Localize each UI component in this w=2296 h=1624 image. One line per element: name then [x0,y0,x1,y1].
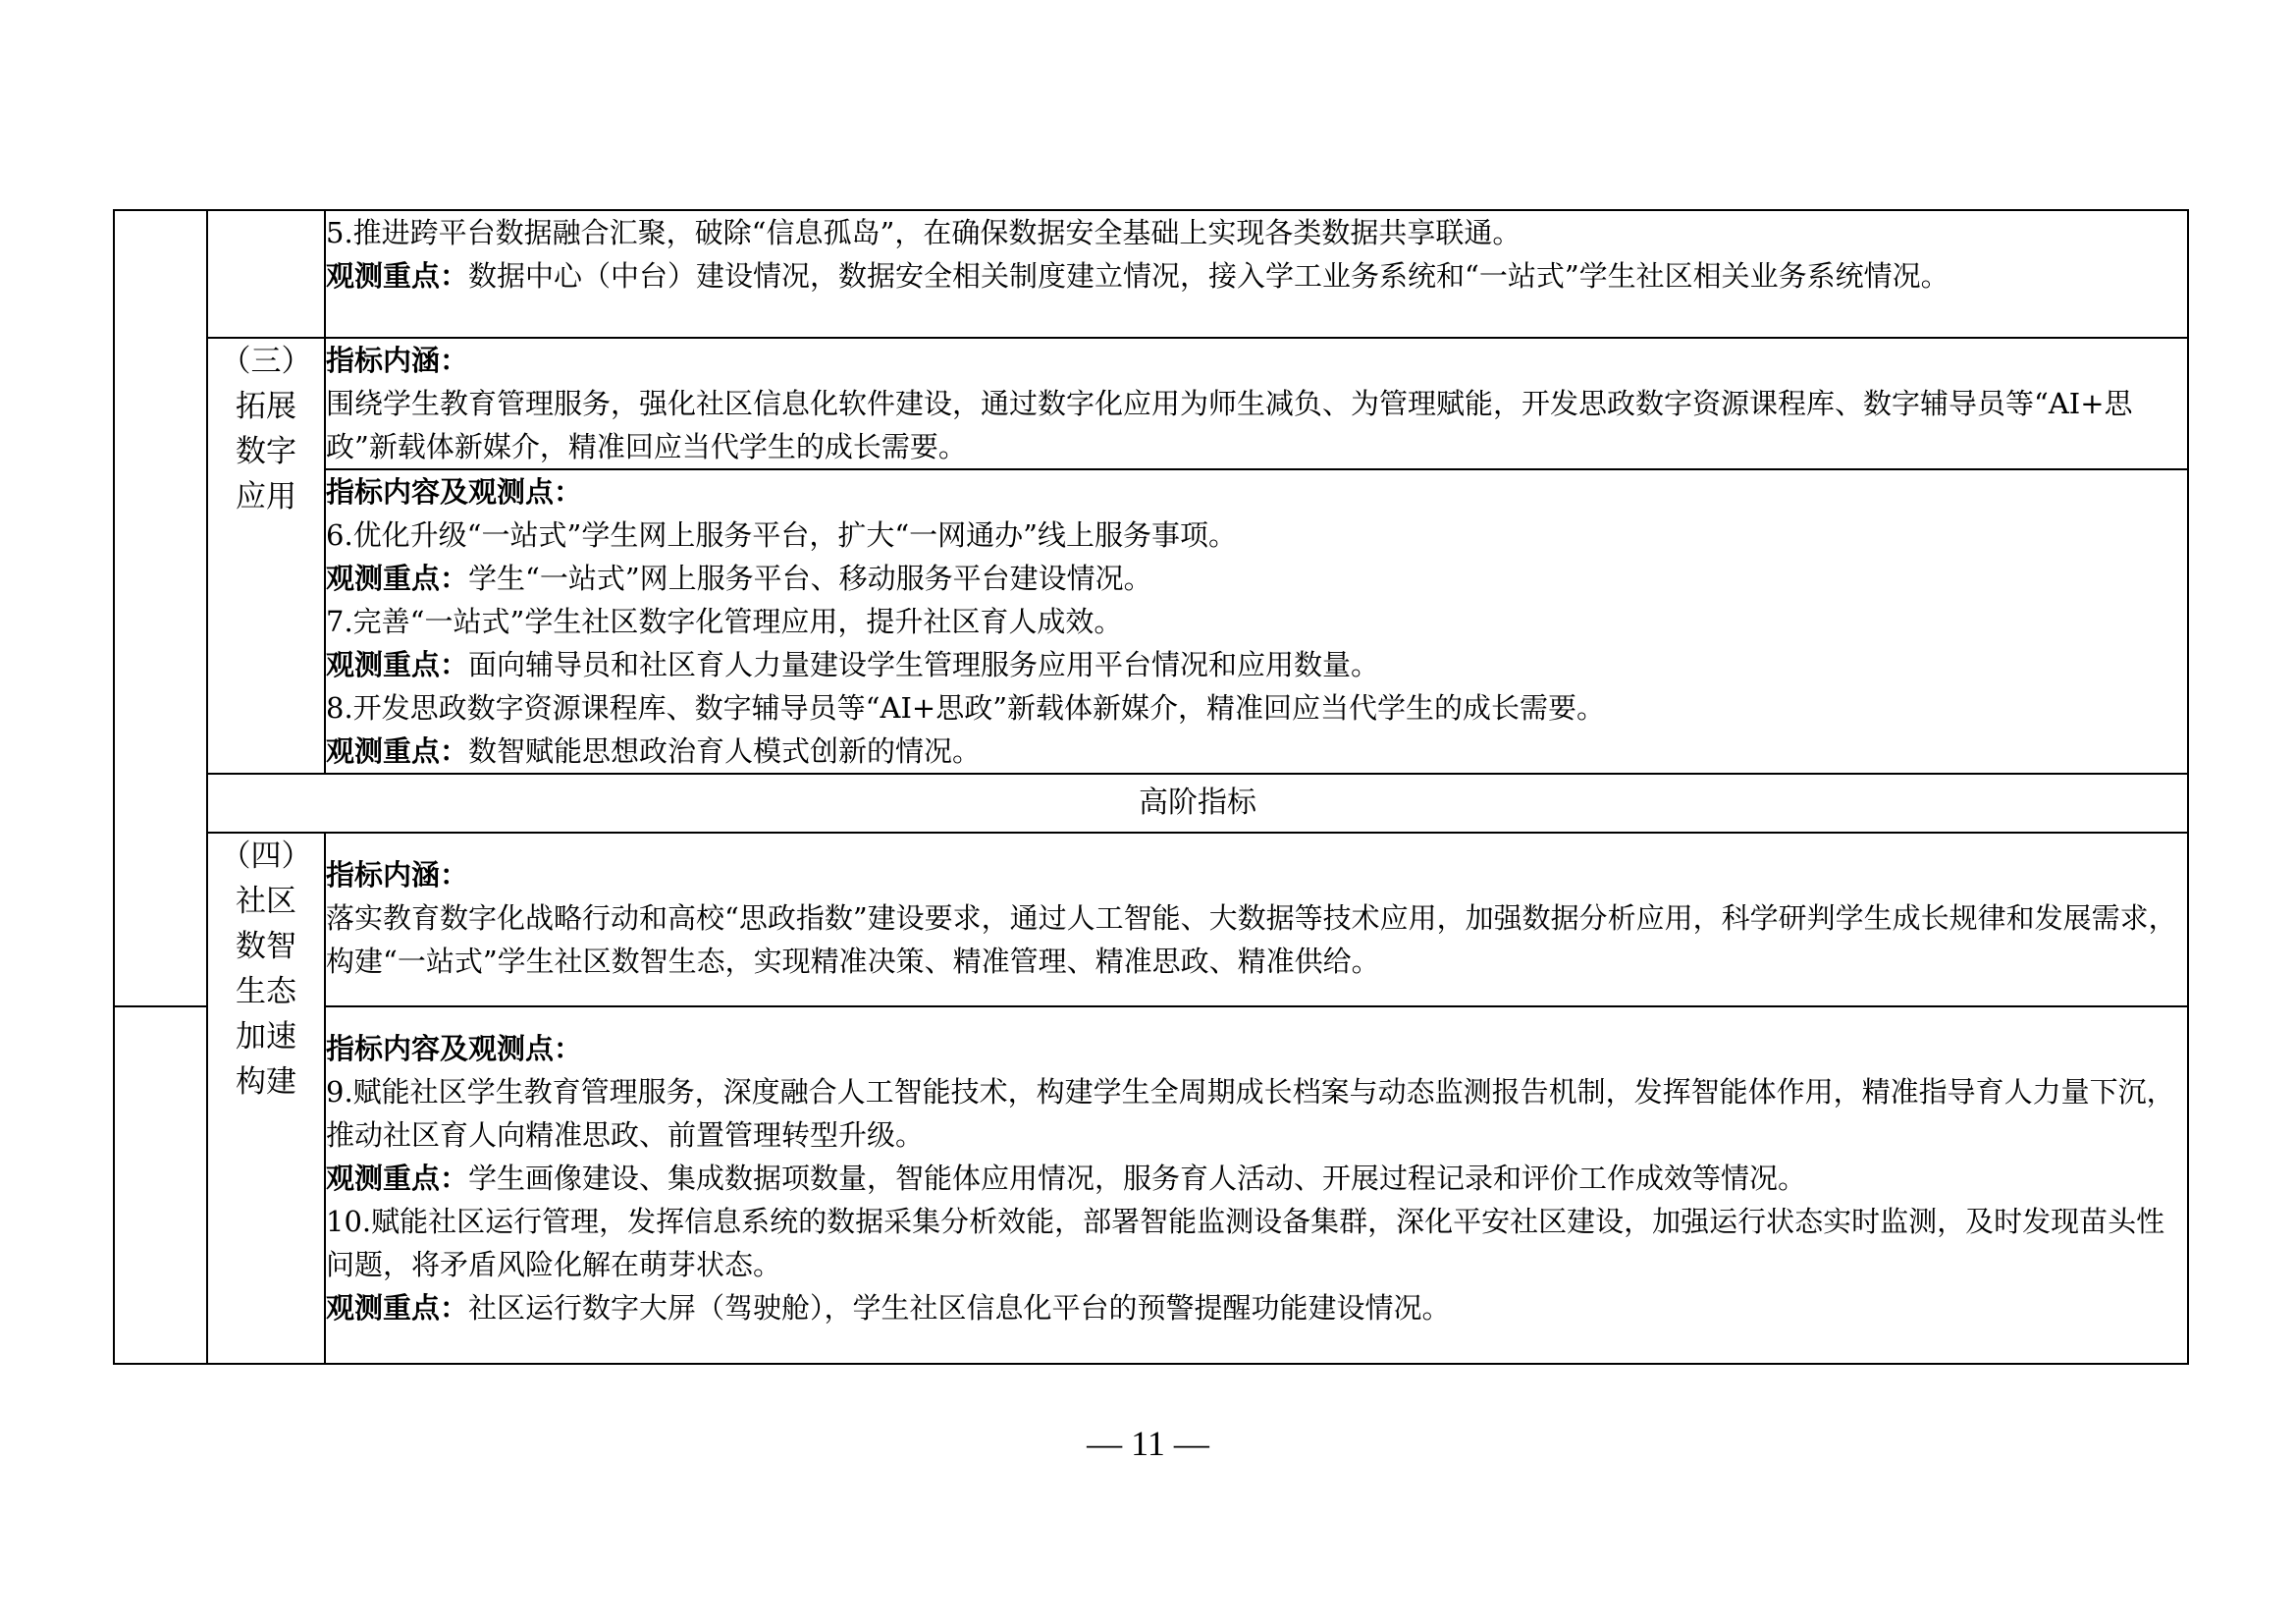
table-row-section4-content [114,1006,2188,1364]
item6-obs-text: 学生“一站式”网上服务平台、移动服务平台建设情况。 [468,562,1152,595]
item7-text: 7.完善“一站式”学生社区数字化管理应用，提升社区育人成效。 [326,605,1123,638]
obs-label: 观测重点： [326,1162,469,1195]
advanced-indicators-header: 高阶指标 [207,774,2188,833]
outer-cell-lower [114,1006,207,1364]
item7-observation [326,643,2187,686]
item5-observation [326,254,2187,298]
item9-observation [326,1157,2187,1200]
section4-connotation-cell [325,833,2188,1006]
item7-obs-text: 面向辅导员和社区育人力量建设学生管理服务应用平台情况和应用数量。 [468,648,1380,681]
section4-category-cell [207,833,325,1364]
item5-obs-text: 数据中心（中台）建设情况，数据安全相关制度建立情况，接入学工业务系统和“一站式”学生社区相关业务系统情况。 [468,259,1949,293]
item10-obs-text: 社区运行数字大屏（驾驶舱），学生社区信息化平台的预警提醒功能建设情况。 [468,1291,1451,1325]
item5-cell [325,210,2188,338]
section3-content-label: 指标内容及观测点： [326,475,583,509]
page-number: — 11 — [1087,1424,1209,1463]
item5-text: 5.推进跨平台数据融合汇聚，破除“信息孤岛”，在确保数据安全基础上实现各类数据共享联通。 [326,216,1522,249]
section4-content-cell [325,1006,2188,1364]
section3-content-cell [325,469,2188,774]
section4-connotation-label: 指标内涵： [326,858,469,892]
item10-text: 10.赋能社区运行管理，发挥信息系统的数据采集分析效能，部署智能监测设备集群，深化平安社区建设，加强运行状态实时监测，及时发现苗头性问题，将矛盾风险化解在萌芽状态。 [326,1205,2165,1281]
section4-category-line-4: 加速 [236,1019,296,1055]
item6-text: 6.优化升级“一站式”学生网上服务平台，扩大“一网通办”线上服务事项。 [326,518,1237,552]
section4-category-number: （四） [220,839,312,874]
section3-category-cell [207,338,325,774]
section4-content-label: 指标内容及观测点： [326,1032,583,1065]
obs-label: 观测重点： [326,1291,469,1325]
section4-connotation-text: 落实教育数字化战略行动和高校“思政指数”建设要求，通过人工智能、大数据等技术应用，加强数据分析应用，科学研判学生成长规律和发展需求，构建“一站式”学生社区数智生态，实现精准决策、精准管理、精准思政、精准供给。 [326,901,2177,978]
item6-observation [326,557,2187,600]
table-row-section3-content [114,469,2188,774]
section4-category-line-5: 构建 [236,1064,296,1100]
item9-obs-text: 学生画像建设、集成数据项数量，智能体应用情况，服务育人活动、开展过程记录和评价工作成效等情况。 [468,1162,1807,1195]
empty-category-cell [207,210,325,338]
table-row-advanced-header [114,774,2188,833]
item9-text: 9.赋能社区学生教育管理服务，深度融合人工智能技术，构建学生全周期成长档案与动态监测报告机制，发挥智能体作用，精准指导育人力量下沉，推动社区育人向精准思政、前置管理转型升级。 [326,1075,2175,1152]
outer-merged-cell [114,210,207,1006]
item8-obs-text: 数智赋能思想政治育人模式创新的情况。 [468,734,982,768]
section4-category-line-1: 社区 [236,884,296,919]
section3-category-line-1: 拓展 [236,389,296,424]
section3-category-line-3: 应用 [236,479,296,514]
obs-label: 观测重点： [326,562,469,595]
table-row-item5 [114,210,2188,338]
item8-text: 8.开发思政数字资源课程库、数字辅导员等“AI+思政”新载体新媒介，精准回应当代学生的成长需要。 [326,691,1606,725]
indicator-table [113,209,2189,1365]
section3-connotation-label: 指标内涵： [326,344,469,377]
table-row-section3-connotation [114,338,2188,469]
section3-category-number: （三） [220,344,312,379]
section4-category-line-3: 生态 [236,974,296,1009]
obs-label: 观测重点： [326,648,469,681]
obs-label: 观测重点： [326,734,469,768]
section3-connotation-text: 围绕学生教育管理服务，强化社区信息化软件建设，通过数字化应用为师生减负、为管理赋能，开发思政数字资源课程库、数字辅导员等“AI+思政”新载体新媒介，精准回应当代学生的成长需要。 [326,387,2133,463]
item8-observation [326,730,2187,773]
table-row-section4-connotation [114,833,2188,1006]
item10-observation [326,1286,2187,1329]
obs-label: 观测重点： [326,259,469,293]
section4-category-line-2: 数智 [236,929,296,964]
section3-connotation-cell [325,338,2188,469]
section3-category-line-2: 数字 [236,434,296,469]
